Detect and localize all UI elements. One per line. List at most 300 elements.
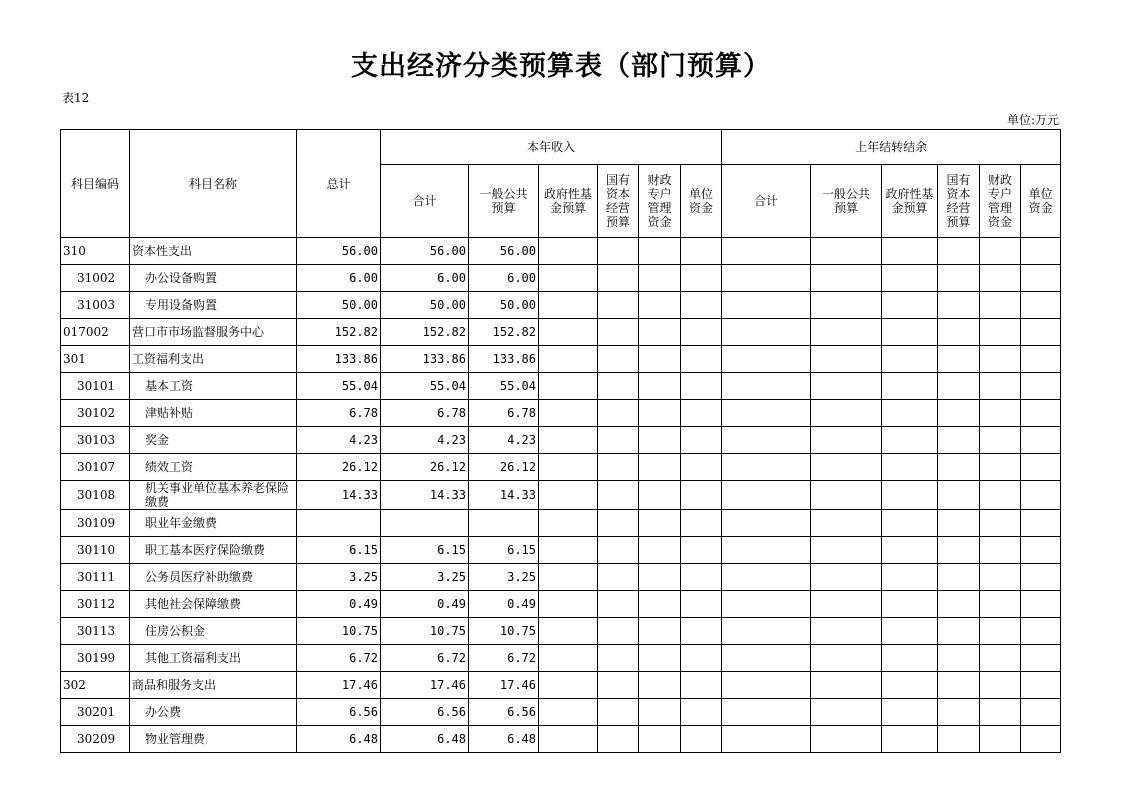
- cell-empty: [882, 454, 938, 481]
- header-prev-gov-fund: 政府性基金预算: [882, 165, 938, 238]
- cell-general: 6.00: [469, 265, 539, 292]
- cell-empty: [938, 292, 980, 319]
- cell-total: 6.48: [297, 726, 381, 753]
- cell-empty: [639, 510, 681, 537]
- cell-empty: [598, 564, 639, 591]
- cell-empty: [639, 400, 681, 427]
- cell-empty: [938, 454, 980, 481]
- table-row: [61, 564, 1061, 591]
- cell-total: 3.25: [297, 564, 381, 591]
- cell-empty: [598, 699, 639, 726]
- cell-code: 30209: [61, 726, 130, 753]
- cell-empty: [811, 510, 882, 537]
- cell-empty: [639, 564, 681, 591]
- cell-empty: [539, 645, 598, 672]
- cell-empty: [882, 591, 938, 618]
- table-header: [61, 130, 1061, 238]
- cell-empty: [681, 346, 722, 373]
- cell-empty: [811, 427, 882, 454]
- table-row: [61, 510, 1061, 537]
- cell-total: 14.33: [297, 481, 381, 510]
- cell-empty: [980, 319, 1021, 346]
- cell-sum: 6.48: [381, 726, 469, 753]
- cell-empty: [938, 346, 980, 373]
- cell-sum: [381, 510, 469, 537]
- cell-empty: [639, 672, 681, 699]
- cell-empty: [539, 319, 598, 346]
- cell-name: 其他社会保障缴费: [130, 591, 297, 618]
- cell-empty: [681, 537, 722, 564]
- cell-empty: [811, 400, 882, 427]
- cell-empty: [681, 400, 722, 427]
- cell-empty: [1021, 454, 1061, 481]
- cell-general: [469, 510, 539, 537]
- cell-empty: [539, 292, 598, 319]
- cell-sum: 14.33: [381, 481, 469, 510]
- cell-empty: [539, 510, 598, 537]
- cell-empty: [722, 618, 811, 645]
- cell-total: 6.56: [297, 699, 381, 726]
- cell-sum: 3.25: [381, 564, 469, 591]
- cell-empty: [980, 537, 1021, 564]
- table-row: [61, 373, 1061, 400]
- cell-empty: [639, 373, 681, 400]
- cell-total: 26.12: [297, 454, 381, 481]
- cell-empty: [598, 319, 639, 346]
- cell-name: 职工基本医疗保险缴费: [130, 537, 297, 564]
- cell-empty: [938, 699, 980, 726]
- cell-general: 17.46: [469, 672, 539, 699]
- cell-empty: [639, 238, 681, 265]
- page-title: 支出经济分类预算表（部门预算）: [351, 51, 771, 82]
- table-row: [61, 726, 1061, 753]
- cell-total: 50.00: [297, 292, 381, 319]
- cell-total: 10.75: [297, 618, 381, 645]
- cell-empty: [681, 427, 722, 454]
- cell-empty: [598, 292, 639, 319]
- cell-empty: [811, 238, 882, 265]
- cell-empty: [811, 319, 882, 346]
- cell-name: 机关事业单位基本养老保险缴费: [130, 481, 297, 510]
- cell-code: 31002: [61, 265, 130, 292]
- cell-empty: [980, 618, 1021, 645]
- cell-general: 56.00: [469, 238, 539, 265]
- cell-name: 职业年金缴费: [130, 510, 297, 537]
- cell-empty: [598, 373, 639, 400]
- table-row: [61, 481, 1061, 510]
- budget-table: [60, 129, 1061, 753]
- cell-sum: 56.00: [381, 238, 469, 265]
- cell-empty: [882, 726, 938, 753]
- cell-empty: [1021, 400, 1061, 427]
- cell-general: 6.56: [469, 699, 539, 726]
- cell-empty: [1021, 537, 1061, 564]
- header-prev-fiscal-special: 财政专户管理资金: [980, 165, 1021, 238]
- cell-empty: [722, 564, 811, 591]
- cell-empty: [681, 319, 722, 346]
- cell-empty: [882, 427, 938, 454]
- cell-empty: [639, 726, 681, 753]
- cell-general: 50.00: [469, 292, 539, 319]
- cell-empty: [811, 645, 882, 672]
- cell-empty: [811, 699, 882, 726]
- cell-empty: [722, 481, 811, 510]
- cell-empty: [598, 510, 639, 537]
- header-prev-sum: 合计: [722, 165, 811, 238]
- unit-label: 单位:万元: [1006, 113, 1059, 127]
- cell-empty: [681, 238, 722, 265]
- cell-empty: [539, 537, 598, 564]
- cell-empty: [639, 618, 681, 645]
- cell-sum: 6.78: [381, 400, 469, 427]
- cell-empty: [938, 618, 980, 645]
- cell-empty: [722, 292, 811, 319]
- cell-empty: [639, 346, 681, 373]
- cell-empty: [980, 699, 1021, 726]
- cell-empty: [539, 618, 598, 645]
- cell-total: [297, 510, 381, 537]
- cell-empty: [882, 292, 938, 319]
- cell-empty: [811, 454, 882, 481]
- cell-empty: [980, 564, 1021, 591]
- table-row: [61, 265, 1061, 292]
- cell-empty: [639, 427, 681, 454]
- header-total: 总计: [297, 130, 381, 238]
- cell-empty: [882, 672, 938, 699]
- cell-empty: [639, 265, 681, 292]
- table-row: [61, 591, 1061, 618]
- table-row: [61, 537, 1061, 564]
- cell-code: 30103: [61, 427, 130, 454]
- cell-empty: [938, 238, 980, 265]
- cell-empty: [1021, 591, 1061, 618]
- cell-empty: [598, 400, 639, 427]
- cell-empty: [1021, 265, 1061, 292]
- cell-empty: [811, 481, 882, 510]
- cell-name: 营口市市场监督服务中心: [130, 319, 297, 346]
- cell-empty: [539, 265, 598, 292]
- cell-general: 3.25: [469, 564, 539, 591]
- cell-code: 30107: [61, 454, 130, 481]
- table-row: [61, 319, 1061, 346]
- cell-name: 办公设备购置: [130, 265, 297, 292]
- cell-total: 0.49: [297, 591, 381, 618]
- cell-total: 6.15: [297, 537, 381, 564]
- cell-empty: [882, 537, 938, 564]
- header-cur-gov-fund: 政府性基金预算: [539, 165, 598, 238]
- cell-empty: [1021, 427, 1061, 454]
- cell-code: 017002: [61, 319, 130, 346]
- header-cur-state-capital: 国有资本经营预算: [598, 165, 639, 238]
- cell-empty: [980, 373, 1021, 400]
- cell-empty: [938, 537, 980, 564]
- cell-general: 10.75: [469, 618, 539, 645]
- cell-empty: [938, 510, 980, 537]
- cell-total: 6.72: [297, 645, 381, 672]
- header-current-year: 本年收入: [381, 130, 722, 165]
- cell-empty: [598, 238, 639, 265]
- cell-total: 6.78: [297, 400, 381, 427]
- cell-empty: [1021, 699, 1061, 726]
- table-row: [61, 346, 1061, 373]
- cell-empty: [980, 591, 1021, 618]
- cell-empty: [639, 292, 681, 319]
- header-cur-general: 一般公共预算: [469, 165, 539, 238]
- cell-empty: [980, 672, 1021, 699]
- cell-empty: [1021, 373, 1061, 400]
- cell-name: 公务员医疗补助缴费: [130, 564, 297, 591]
- cell-empty: [639, 537, 681, 564]
- cell-name: 工资福利支出: [130, 346, 297, 373]
- cell-empty: [598, 265, 639, 292]
- cell-empty: [639, 645, 681, 672]
- cell-empty: [882, 346, 938, 373]
- cell-general: 26.12: [469, 454, 539, 481]
- cell-name: 专用设备购置: [130, 292, 297, 319]
- cell-empty: [639, 699, 681, 726]
- cell-general: 55.04: [469, 373, 539, 400]
- cell-empty: [681, 292, 722, 319]
- cell-empty: [1021, 726, 1061, 753]
- cell-empty: [938, 564, 980, 591]
- cell-empty: [980, 481, 1021, 510]
- cell-code: 30102: [61, 400, 130, 427]
- cell-empty: [681, 510, 722, 537]
- cell-general: 152.82: [469, 319, 539, 346]
- cell-empty: [938, 726, 980, 753]
- cell-empty: [722, 319, 811, 346]
- cell-sum: 17.46: [381, 672, 469, 699]
- cell-empty: [882, 319, 938, 346]
- cell-empty: [539, 238, 598, 265]
- cell-empty: [882, 645, 938, 672]
- cell-empty: [1021, 481, 1061, 510]
- header-prev-unit-fund: 单位资金: [1021, 165, 1061, 238]
- cell-empty: [681, 591, 722, 618]
- cell-empty: [598, 726, 639, 753]
- cell-empty: [539, 454, 598, 481]
- cell-empty: [598, 537, 639, 564]
- cell-empty: [539, 726, 598, 753]
- header-name: 科目名称: [130, 130, 297, 238]
- cell-total: 55.04: [297, 373, 381, 400]
- cell-empty: [882, 699, 938, 726]
- table-row: [61, 454, 1061, 481]
- cell-empty: [811, 726, 882, 753]
- cell-sum: 6.15: [381, 537, 469, 564]
- cell-code: 30108: [61, 481, 130, 510]
- cell-code: 30199: [61, 645, 130, 672]
- cell-empty: [980, 427, 1021, 454]
- cell-empty: [598, 618, 639, 645]
- cell-code: 30113: [61, 618, 130, 645]
- cell-empty: [882, 510, 938, 537]
- table-row: [61, 618, 1061, 645]
- cell-empty: [980, 238, 1021, 265]
- table-body: [61, 238, 1061, 753]
- cell-empty: [811, 346, 882, 373]
- cell-empty: [539, 346, 598, 373]
- cell-sum: 152.82: [381, 319, 469, 346]
- table-row: [61, 427, 1061, 454]
- cell-empty: [811, 292, 882, 319]
- cell-empty: [980, 645, 1021, 672]
- cell-empty: [722, 265, 811, 292]
- cell-empty: [681, 645, 722, 672]
- cell-empty: [539, 564, 598, 591]
- cell-empty: [722, 400, 811, 427]
- cell-empty: [598, 427, 639, 454]
- cell-empty: [722, 699, 811, 726]
- cell-empty: [938, 645, 980, 672]
- cell-empty: [598, 645, 639, 672]
- cell-empty: [938, 591, 980, 618]
- cell-total: 4.23: [297, 427, 381, 454]
- cell-empty: [539, 400, 598, 427]
- cell-empty: [938, 672, 980, 699]
- cell-empty: [539, 427, 598, 454]
- header-code: 科目编码: [61, 130, 130, 238]
- table-row: [61, 292, 1061, 319]
- cell-code: 30109: [61, 510, 130, 537]
- cell-empty: [938, 400, 980, 427]
- cell-sum: 50.00: [381, 292, 469, 319]
- cell-empty: [811, 373, 882, 400]
- cell-empty: [980, 400, 1021, 427]
- cell-empty: [722, 537, 811, 564]
- cell-empty: [938, 427, 980, 454]
- cell-sum: 10.75: [381, 618, 469, 645]
- cell-code: 30111: [61, 564, 130, 591]
- cell-empty: [1021, 672, 1061, 699]
- cell-empty: [639, 319, 681, 346]
- cell-name: 绩效工资: [130, 454, 297, 481]
- cell-empty: [681, 373, 722, 400]
- cell-name: 基本工资: [130, 373, 297, 400]
- cell-name: 住房公积金: [130, 618, 297, 645]
- cell-empty: [681, 699, 722, 726]
- cell-empty: [639, 591, 681, 618]
- header-prev-general: 一般公共预算: [811, 165, 882, 238]
- cell-name: 资本性支出: [130, 238, 297, 265]
- cell-empty: [539, 591, 598, 618]
- cell-empty: [681, 726, 722, 753]
- cell-code: 302: [61, 672, 130, 699]
- cell-code: 301: [61, 346, 130, 373]
- cell-empty: [882, 564, 938, 591]
- cell-empty: [1021, 645, 1061, 672]
- cell-empty: [598, 346, 639, 373]
- cell-empty: [938, 373, 980, 400]
- header-cur-fiscal-special: 财政专户管理资金: [639, 165, 681, 238]
- header-prev-state-capital: 国有资本经营预算: [938, 165, 980, 238]
- cell-name: 奖金: [130, 427, 297, 454]
- header-cur-unit-fund: 单位资金: [681, 165, 722, 238]
- cell-empty: [980, 454, 1021, 481]
- cell-empty: [639, 481, 681, 510]
- cell-empty: [811, 537, 882, 564]
- cell-general: 6.15: [469, 537, 539, 564]
- cell-empty: [882, 481, 938, 510]
- cell-sum: 6.56: [381, 699, 469, 726]
- cell-empty: [539, 672, 598, 699]
- table-row: [61, 238, 1061, 265]
- cell-general: 0.49: [469, 591, 539, 618]
- cell-sum: 4.23: [381, 427, 469, 454]
- cell-empty: [639, 454, 681, 481]
- cell-general: 133.86: [469, 346, 539, 373]
- cell-empty: [938, 481, 980, 510]
- cell-empty: [1021, 292, 1061, 319]
- cell-empty: [722, 454, 811, 481]
- cell-name: 商品和服务支出: [130, 672, 297, 699]
- cell-code: 30101: [61, 373, 130, 400]
- cell-total: 152.82: [297, 319, 381, 346]
- cell-empty: [539, 373, 598, 400]
- cell-empty: [598, 591, 639, 618]
- cell-empty: [882, 238, 938, 265]
- cell-sum: 133.86: [381, 346, 469, 373]
- cell-empty: [598, 454, 639, 481]
- cell-empty: [1021, 564, 1061, 591]
- cell-total: 17.46: [297, 672, 381, 699]
- cell-code: 30110: [61, 537, 130, 564]
- cell-empty: [681, 454, 722, 481]
- cell-empty: [811, 618, 882, 645]
- cell-general: 14.33: [469, 481, 539, 510]
- cell-total: 56.00: [297, 238, 381, 265]
- cell-sum: 55.04: [381, 373, 469, 400]
- cell-empty: [722, 510, 811, 537]
- cell-empty: [882, 373, 938, 400]
- cell-empty: [598, 672, 639, 699]
- cell-empty: [1021, 510, 1061, 537]
- cell-empty: [811, 564, 882, 591]
- cell-name: 其他工资福利支出: [130, 645, 297, 672]
- cell-empty: [882, 265, 938, 292]
- cell-empty: [681, 618, 722, 645]
- cell-empty: [980, 265, 1021, 292]
- cell-sum: 6.72: [381, 645, 469, 672]
- cell-empty: [1021, 238, 1061, 265]
- cell-name: 物业管理费: [130, 726, 297, 753]
- cell-general: 6.78: [469, 400, 539, 427]
- cell-total: 133.86: [297, 346, 381, 373]
- cell-empty: [722, 346, 811, 373]
- cell-empty: [882, 400, 938, 427]
- cell-empty: [882, 618, 938, 645]
- cell-empty: [722, 373, 811, 400]
- cell-code: 31003: [61, 292, 130, 319]
- cell-empty: [1021, 618, 1061, 645]
- cell-name: 津贴补贴: [130, 400, 297, 427]
- cell-empty: [811, 591, 882, 618]
- cell-empty: [811, 672, 882, 699]
- cell-code: 30112: [61, 591, 130, 618]
- cell-sum: 6.00: [381, 265, 469, 292]
- table-number: 表12: [62, 91, 90, 105]
- cell-empty: [722, 591, 811, 618]
- cell-empty: [1021, 346, 1061, 373]
- cell-empty: [722, 238, 811, 265]
- cell-sum: 0.49: [381, 591, 469, 618]
- cell-empty: [539, 481, 598, 510]
- table-row: [61, 672, 1061, 699]
- table-row: [61, 400, 1061, 427]
- cell-total: 6.00: [297, 265, 381, 292]
- cell-name: 办公费: [130, 699, 297, 726]
- table-row: [61, 645, 1061, 672]
